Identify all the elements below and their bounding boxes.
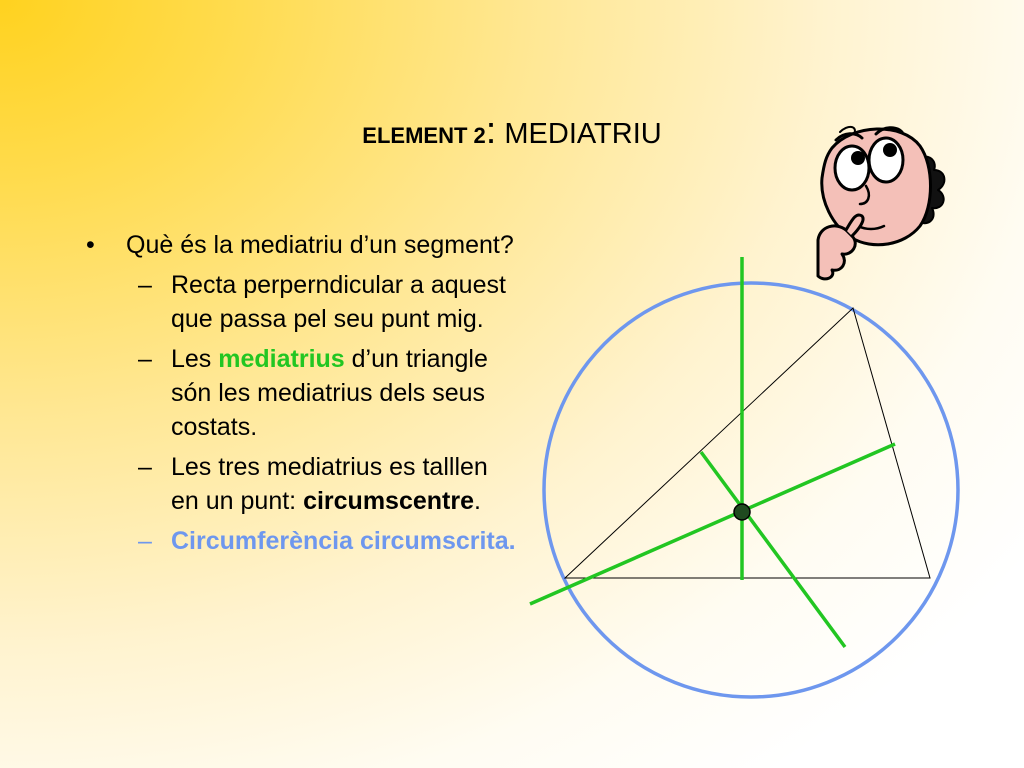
dash-mark: – (138, 271, 152, 299)
circumscribed-circle (544, 283, 958, 697)
dash-mark: – (138, 453, 152, 481)
circumferencia-highlight: Circumferència circumscrita (171, 527, 509, 555)
question-text: Què és la mediatriu d’un segment? (126, 231, 514, 259)
circumscentre-text-post: . (474, 487, 481, 515)
bullet-mark: • (86, 231, 95, 259)
definition-text: Recta perperndicular a aquest que passa pel seu punt mig. (171, 271, 506, 333)
title-prefix: ELEMENT 2 (362, 123, 486, 148)
mediatrius-highlight: mediatrius (218, 345, 345, 373)
circumscentre-text-pre: Les tres mediatrius es talllen en un punt: (171, 453, 488, 515)
mediatrix-left (701, 452, 845, 647)
circumferencia-text-post: . (508, 527, 516, 555)
circumscentre-highlight: circumscentre (303, 487, 474, 515)
mediatrius-text-post: d’un triangle són les mediatrius dels seus costats. (171, 345, 488, 441)
mediatrius-text-pre: Les (171, 345, 219, 373)
thinking-man-icon (818, 127, 944, 279)
title-main: MEDIATRIU (496, 118, 662, 150)
title-colon: : (485, 110, 497, 152)
dash-mark: – (138, 345, 152, 373)
dash-mark: – (138, 527, 152, 555)
circumcentre-point (734, 504, 750, 520)
triangle (565, 308, 930, 578)
